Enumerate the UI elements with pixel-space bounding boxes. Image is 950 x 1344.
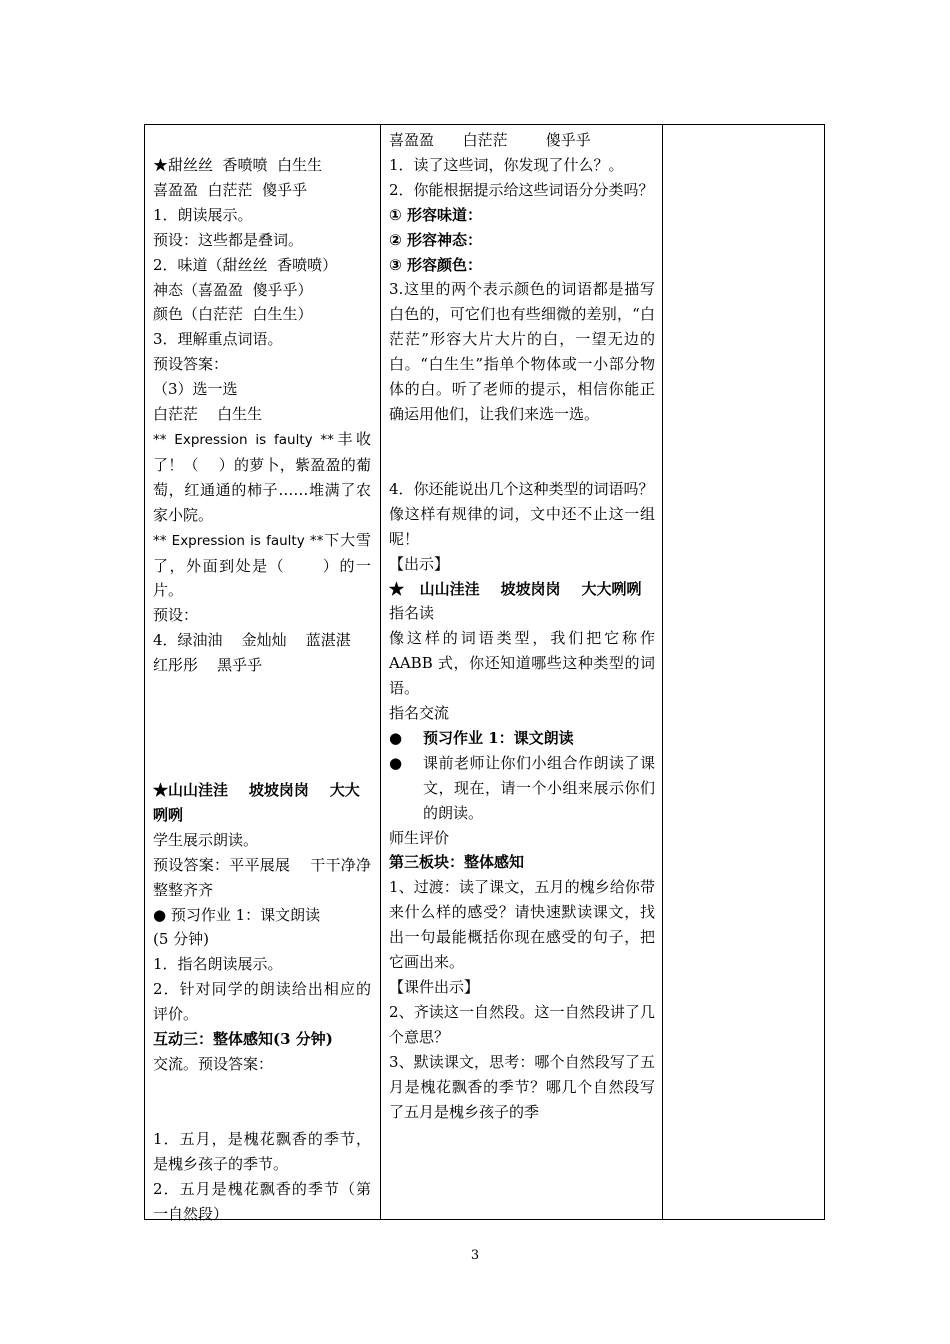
text-line: (5 分钟)	[153, 930, 210, 949]
text-line: 【出示】	[389, 554, 450, 573]
text-line: 1．指名朗读展示。	[153, 955, 283, 974]
text-line: 2．味道（甜丝丝 香喷喷）	[153, 255, 338, 274]
text-line: 1．读了这些词，你发现了什么？。	[389, 155, 624, 174]
section-heading: 互动三：整体感知(3 分钟)	[153, 1030, 333, 1049]
text-line: ★甜丝丝 香喷喷 白生生	[153, 156, 323, 174]
teacher-activity-column	[389, 128, 655, 1124]
text-line: 4．你还能说出几个这种类型的词语吗？	[389, 479, 654, 498]
text-line: 4．绿油油 金灿灿 蓝湛湛	[153, 631, 351, 650]
text-line: 白茫茫 白生生	[153, 405, 263, 424]
bullet-text: 课前老师让你们小组合作朗读了课文，现在，请一个小组来展示你们的朗读。	[423, 753, 655, 822]
category-label: 形容颜色：	[406, 255, 482, 274]
text-line: 交流。预设答案：	[153, 1055, 274, 1073]
text-line: 3．理解重点词语。	[153, 330, 283, 349]
text-line: 预设：这些都是叠词。	[153, 230, 304, 249]
text-line: 3、默读课文，思考：哪个自然段写了五月是槐花飘香的季节？哪几个自然段写了五月是槐乡孩子的季	[389, 1052, 655, 1121]
text-line: 2．你能根据提示给这些词语分分类吗？	[389, 180, 654, 199]
page-number: 3	[470, 1248, 480, 1263]
homework-item	[389, 726, 655, 751]
text-line: ★山山洼洼 坡坡岗岗 大大咧咧	[153, 781, 360, 824]
category-color	[389, 253, 655, 278]
circled-1-icon: ①	[389, 205, 402, 224]
circled-2-icon: ②	[389, 230, 402, 249]
expression-error: ** Expression is faulty **	[153, 431, 334, 448]
text-line: 指名读	[389, 604, 435, 623]
text-line: 指名交流	[389, 704, 450, 723]
column-divider-1	[380, 125, 381, 1219]
section-heading: 第三板块：整体感知	[389, 853, 525, 872]
text-line: 2、齐读这一自然段。这一自然段讲了几个意思？	[389, 1002, 655, 1046]
homework-label: 预习作业 1：课文朗读	[423, 728, 574, 747]
text-line: 2．针对同学的朗读给出相应的评价。	[153, 980, 371, 1024]
bullet-icon: ●	[153, 905, 167, 924]
text-line: 预设答案：	[153, 355, 229, 374]
category-taste	[389, 203, 655, 228]
fill-blank-2	[153, 528, 371, 604]
text-line: 【课件出示】	[389, 978, 480, 996]
bullet-icon: ●	[389, 728, 403, 747]
text-line: 喜盈盈 白茫茫 傻乎乎	[153, 180, 308, 199]
text-line: 像这样的词语类型，我们把它称作AABB 式，你还知道哪些这种类型的词语。	[389, 629, 655, 698]
text-line: 1．五月，是槐花飘香的季节，是槐乡孩子的季节。	[153, 1129, 371, 1173]
text-line: 颜色（白茫茫 白生生）	[153, 305, 313, 324]
homework-label: 预习作业 1：课文朗读	[170, 905, 321, 924]
column-divider-2	[662, 125, 663, 1219]
category-label: 形容神态：	[406, 230, 482, 249]
text-line: 1、过渡：读了课文，五月的槐乡给你带来什么样的感受？请快速默读课文，找出一句最能概括你现在感受的句子，把它画出来。	[389, 878, 655, 972]
text-line: 3.这里的两个表示颜色的词语都是描写白色的，可它们也有些细微的差别，“白茫茫”形容大片大片的白，一望无边的白。“白生生”指单个物体或一小部分物体的白。听了老师的提示，相信你能正确运用他们，让我们来选一选。	[389, 280, 655, 423]
text-line: （3）选一选	[153, 380, 238, 399]
bullet-item	[389, 751, 655, 826]
expression-error: ** Expression is faulty **	[153, 532, 324, 549]
text-line: 像这样有规律的词，文中还不止这一组呢！	[389, 504, 655, 548]
text-line: 红彤彤 黑乎乎	[153, 656, 263, 675]
text-line: 学生展示朗读。	[153, 830, 259, 849]
category-expression	[389, 228, 655, 253]
text-line: 2．五月是槐花飘香的季节（第一自然段）	[153, 1179, 371, 1223]
lesson-plan-table	[144, 124, 825, 1223]
sentence: 丰收了！（ ）的萝卜，紫盈盈的葡萄，红通通的柿子……堆满了农家小院。	[153, 429, 371, 524]
circled-3-icon: ③	[389, 255, 402, 274]
text-line: ★ 山山洼洼 坡坡岗岗 大大咧咧	[389, 579, 642, 598]
homework-item	[153, 903, 371, 928]
text-line: 师生评价	[389, 828, 450, 847]
text-line: 预设：	[153, 606, 199, 625]
fill-blank-1	[153, 427, 371, 528]
category-label: 形容味道：	[406, 205, 482, 224]
text-line: 喜盈盈 白茫茫 傻乎乎	[389, 131, 591, 149]
sentence: 下大雪了，外面到处是（ ）的一片。	[153, 530, 371, 600]
text-line: 1．朗读展示。	[153, 205, 253, 224]
student-activity-column	[153, 153, 391, 1227]
bullet-icon: ●	[389, 753, 403, 772]
text-line: 预设答案：平平展展 干干净净 整整齐齐	[153, 855, 391, 899]
text-line: 神态（喜盈盈 傻乎乎）	[153, 280, 313, 299]
